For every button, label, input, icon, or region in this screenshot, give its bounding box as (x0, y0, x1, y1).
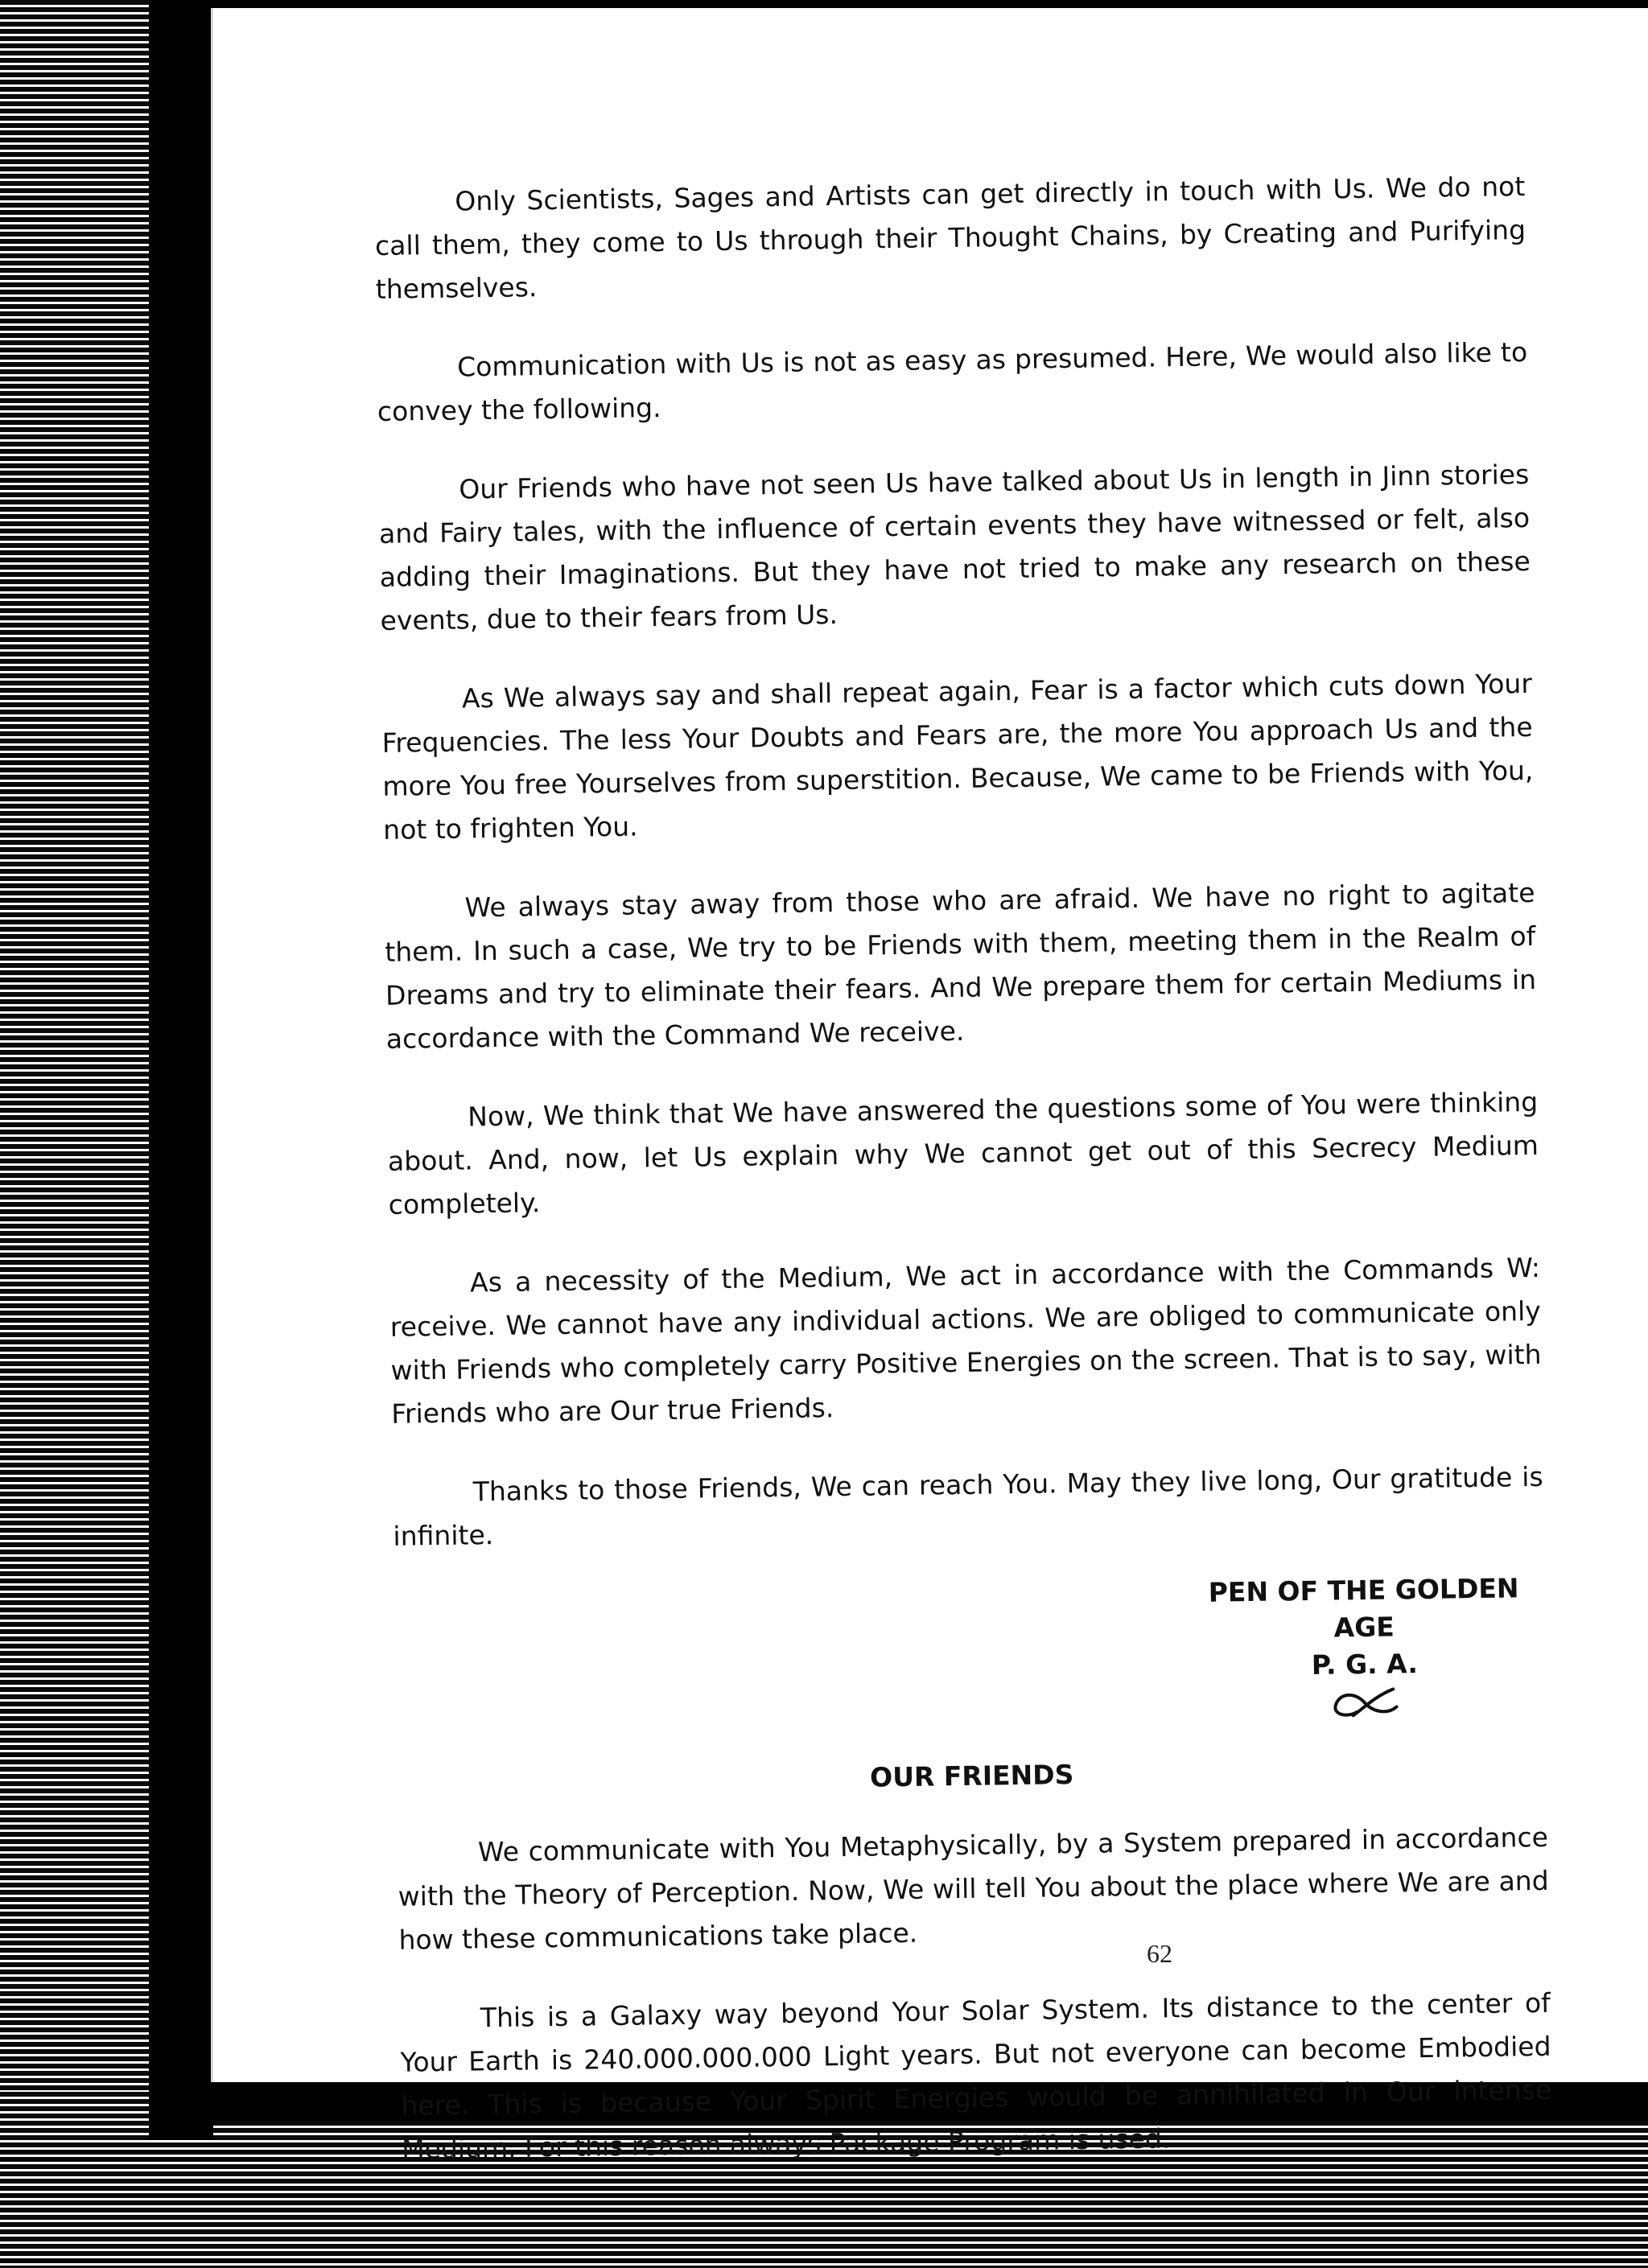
page-number: 62 (1147, 1939, 1172, 1968)
paragraph: As a necessity of the Medium, We act in accordance with the Commands W: receive. We cannot have any individual actions. We are obliged to communicate only with Friends who completely carry Positive Energies on the screen. That is to say, with Friends who are Our true Friends. (389, 1251, 1542, 1430)
paragraph: Thanks to those Friends, We can reach You. May they live long, Our gratitude is infinite. (393, 1460, 1543, 1552)
scan-top-edge (205, 0, 1648, 8)
page-text-block (374, 165, 1553, 2207)
paragraph: Communication with Us is not as easy as presumed. Here, We would also like to convey the following. (377, 336, 1528, 427)
book-page (211, 8, 1648, 2165)
signature-initials: P. G. A. (1311, 1648, 1419, 1681)
paragraph: Only Scientists, Sages and Artists can get directly in touch with Us. We do not call them, they come to Us through their Thought Chains, by Creating and Purifying themselves. (374, 171, 1526, 305)
paragraph: As We always say and shall repeat again, Fear is a factor which cuts down Your Frequencies. The less Your Doubts and Fears are, the more You approach Us and the more You free Yourselves from superstition. Because, We came to be Friends with You, not to frighten You. (381, 667, 1534, 846)
scan-shadow-left (149, 0, 213, 2140)
paragraph: Now, We think that We have answered the questions some of You were thinking about. And, now, let Us explain why We cannot get out of this Secrecy Medium completely. (387, 1085, 1539, 1220)
infinity-symbol-icon (1329, 1682, 1402, 1720)
signature-title: PEN OF THE GOLDEN AGE (1208, 1572, 1519, 1644)
scan-border-left (0, 0, 161, 2268)
paragraph: This is a Galaxy way beyond Your Solar System. Its distance to the center of Your Earth is 240.000.000.000 Light years. But not everyone can become Embodied here. This is because Your Spirit Energies would be annihilated in Our intense Medium. For this reason always Package Program is used. (400, 1986, 1552, 2165)
paragraph: We always stay away from those who are afraid. We have no right to agitate them. In such a case, We try to be Friends with them, meeting them in the Realm of Dreams and try to eliminate their fears. And We prepare them for certain Mediums in accordance with the Command We receive. (385, 876, 1537, 1055)
section-heading: OUR FRIENDS (869, 1759, 1074, 1793)
paragraph: Our Friends who have not seen Us have talked about Us in length in Jinn stories and Fairy tales, with the influence of certain events they have witnessed or felt, also adding their Imaginations. But they have not tried to make any research on these events, due to their fears from Us. (378, 458, 1531, 636)
paragraph: We communicate with You Metaphysically, by a System prepared in accordance with the Theory of Perception. Now, We will tell You about the place where We are and how these communications take place. (398, 1821, 1549, 1956)
signature-block (1186, 1570, 1543, 1723)
